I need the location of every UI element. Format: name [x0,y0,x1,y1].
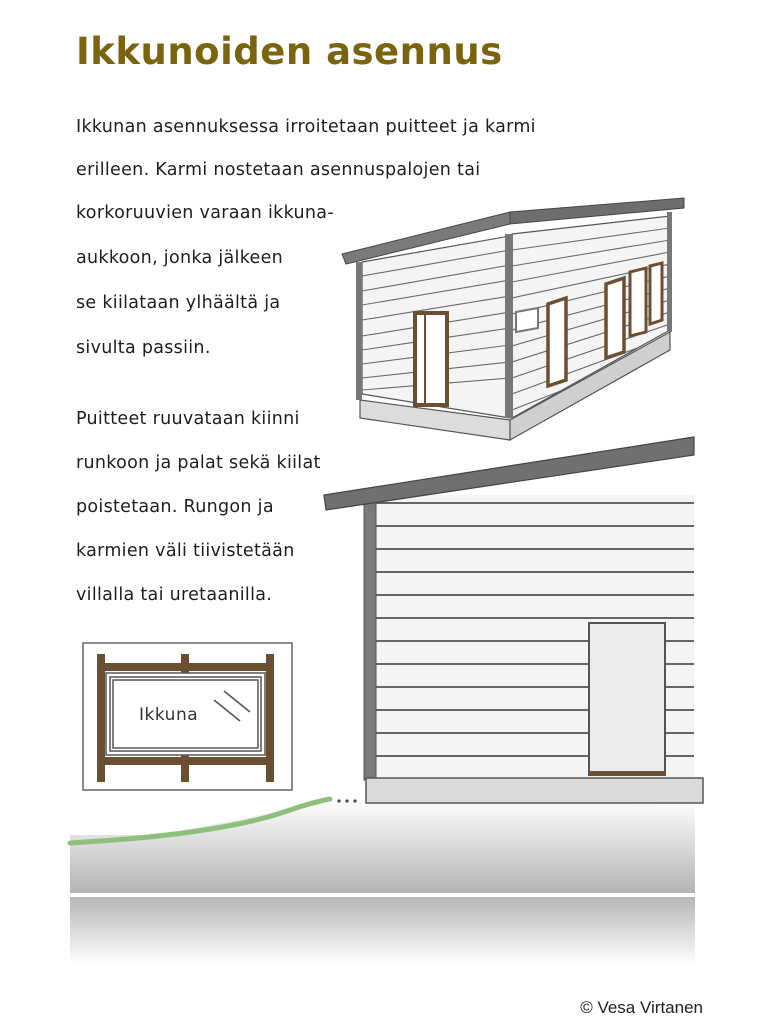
ground [70,798,695,965]
shed-perspective [342,198,684,440]
window-label: Ikkuna [139,705,199,725]
paragraph2-line-4: karmien väli tiivistetään [76,541,295,561]
paragraph1-line-4: aukkoon, jonka jälkeen [76,248,284,268]
page-title: Ikkunoiden asennus [76,30,503,73]
paragraph1-line-6: sivulta passiin. [76,338,211,358]
door [589,623,665,775]
paragraph1-line-5: se kiilataan ylhäältä ja [76,293,281,313]
paragraph1-line-2: erilleen. Karmi nostetaan asennuspalojen tai [76,160,481,180]
paragraph2-line-5: villalla tai uretaanilla. [76,585,273,605]
paragraph1-line-1: Ikkunan asennuksessa irroitetaan puitteet ja karmi [76,117,536,137]
window-inset [83,643,292,790]
paragraph2-line-1: Puitteet ruuvataan kiinni [76,409,300,429]
foundation [366,778,703,803]
paragraph2-line-3: poistetaan. Rungon ja [76,497,274,517]
copyright-credit: © Vesa Virtanen [580,998,703,1017]
paragraph1-line-3: korkoruuvien varaan ikkuna- [76,203,334,223]
paragraph2-line-2: runkoon ja palat sekä kiilat [76,453,321,473]
house-facade [324,437,703,803]
